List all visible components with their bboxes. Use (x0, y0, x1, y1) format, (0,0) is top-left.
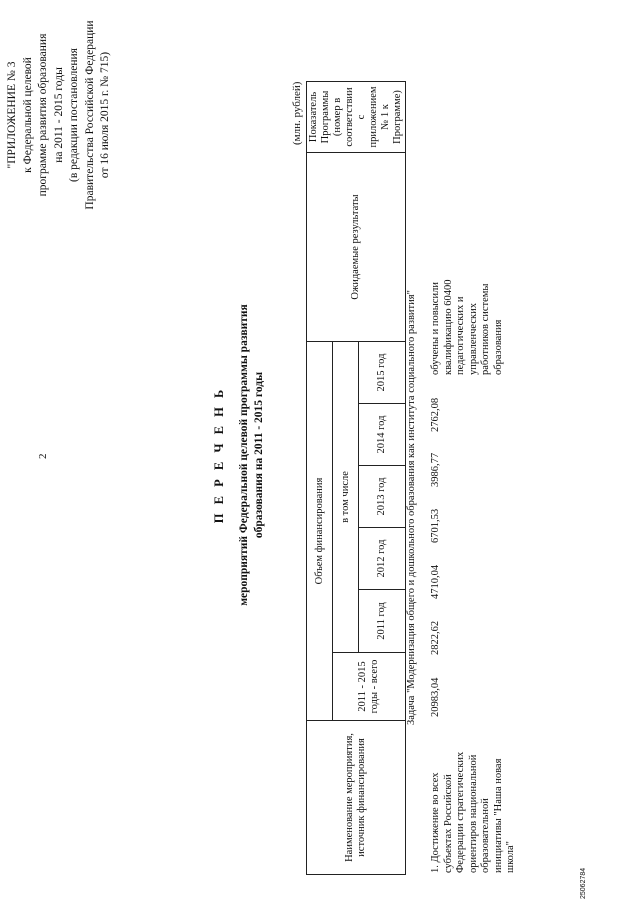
row-2012: 4710,04 (430, 564, 441, 599)
row-2013: 6701,53 (430, 508, 441, 543)
title-line-2: образования на 2011 - 2015 годы (253, 371, 265, 539)
appendix-line: от 16 июля 2015 г. № 715) (99, 51, 111, 179)
row-2015: 2762,08 (430, 397, 441, 432)
row-total: 20983,04 (430, 677, 441, 717)
header-year-2015: 2015 год (359, 342, 406, 404)
header-year-2014: 2014 год (359, 404, 406, 466)
header-year-2012: 2012 год (359, 528, 406, 590)
header-year-2013: 2013 год (359, 466, 406, 528)
appendix-line: программе развития образования (37, 33, 49, 197)
units-label: (млн. рублей) (291, 81, 303, 145)
row-result: обучены и повысили квалификацию 60400 педагогических и управленческих работников системы образования (430, 279, 504, 375)
appendix-line: к Федеральной целевой (21, 57, 34, 173)
row-2011: 2822,62 (430, 620, 441, 655)
header-name: Наименование мероприятия, источник финансирования (307, 721, 406, 875)
row-name: 1. Достижение во всех субъектах Российской Федерации стратегических ориентиров национальной образовательной инициативы "Наша новая школа" (430, 751, 516, 873)
header-funding-volume: Объем финансирования (307, 342, 333, 721)
header-including: в том числе (333, 342, 359, 653)
appendix-header (5, 15, 114, 215)
document-code: 25062784 (580, 867, 587, 899)
appendix-line: на 2011 - 2015 годы (52, 67, 65, 163)
funding-table-header (306, 81, 406, 875)
task-line: Задача "Модернизация общего и дошкольного образования как института социального развития" (406, 290, 417, 725)
header-indicator: Показатель Программы (номер в соответствии с приложением № 1 к Программе) (307, 82, 406, 153)
appendix-line: (в редакции постановления (68, 48, 80, 182)
row-2014: 3986,77 (430, 452, 441, 487)
title-heading: П Е Р Е Ч Е Н Ь (212, 386, 226, 524)
header-expected-results: Ожидаемые результаты (307, 153, 406, 342)
page-number: 2 (37, 453, 49, 459)
appendix-line: "ПРИЛОЖЕНИЕ № 3 (6, 61, 18, 169)
header-total: 2011 - 2015 годы - всего (333, 653, 406, 721)
document-title (212, 205, 267, 705)
title-line-1: мероприятий Федеральной целевой программы развития (238, 304, 250, 606)
appendix-line: Правительства Российской Федерации (83, 20, 96, 210)
header-year-2011: 2011 год (359, 590, 406, 653)
